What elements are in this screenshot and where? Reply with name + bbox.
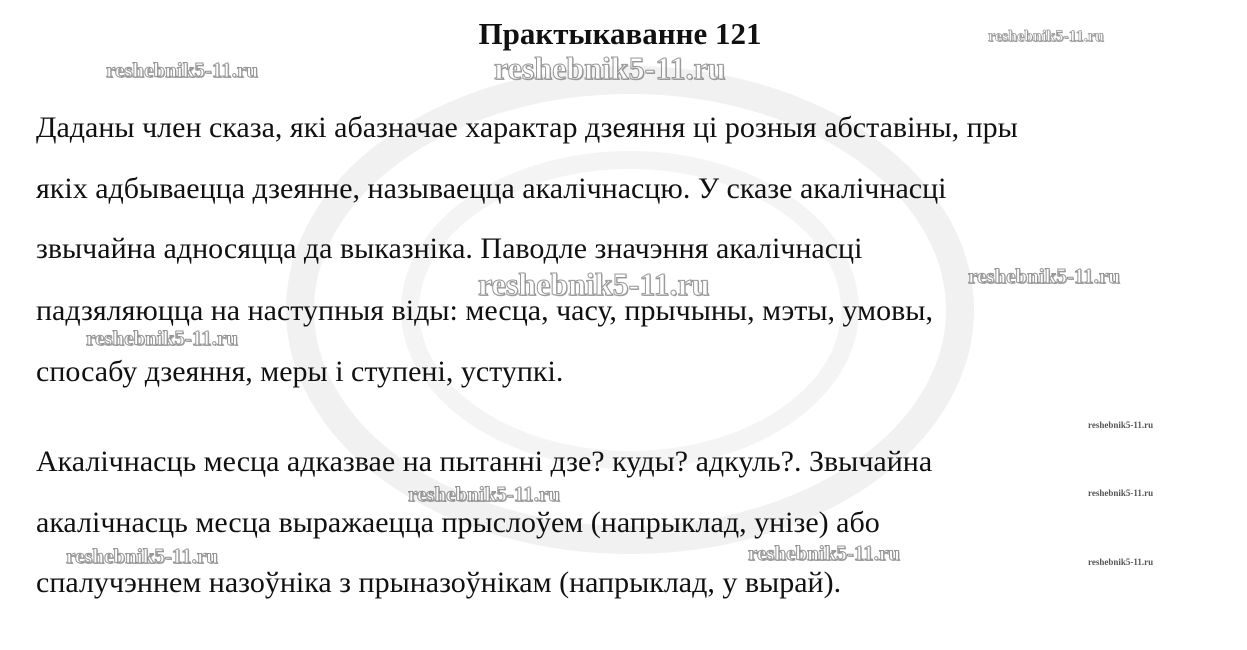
paragraph-1-line-2: якіх адбываецца дзеянне, называецца акалічнасцю. У сказе акалічнасці: [36, 172, 947, 205]
watermark: reshebnik5-11.ru: [1088, 557, 1154, 567]
watermark: reshebnik5-11.ru: [968, 264, 1120, 288]
paragraph-1-line-1: Даданы член сказа, які абазначае характар дзеяння ці розныя абставіны, пры: [36, 111, 1018, 144]
watermark: reshebnik5-11.ru: [408, 482, 560, 506]
watermark: reshebnik5-11.ru: [1088, 420, 1154, 430]
page-title: Практыкаванне 121: [478, 16, 762, 51]
watermark: reshebnik5-11.ru: [106, 58, 258, 82]
watermark: reshebnik5-11.ru: [748, 541, 900, 565]
paragraph-1-line-5: спосабу дзеяння, меры і ступені, уступкі.: [36, 355, 564, 388]
paragraph-2-line-2: акалічнасць месца выражаецца прыслоўем (напрыклад, унізе) або: [36, 506, 880, 539]
watermark: reshebnik5-11.ru: [494, 50, 726, 86]
watermark: reshebnik5-11.ru: [988, 28, 1104, 45]
watermark: reshebnik5-11.ru: [478, 266, 710, 302]
watermark: reshebnik5-11.ru: [1088, 488, 1154, 498]
paragraph-2-line-3: спалучэннем назоўніка з прыназоўнікам (напрыклад, у вырай).: [36, 566, 842, 599]
watermark: reshebnik5-11.ru: [86, 326, 238, 350]
watermark: reshebnik5-11.ru: [66, 544, 218, 568]
paragraph-1-line-3: звычайна адносяцца да выказніка. Паводле значэння акалічнасці: [36, 232, 863, 265]
paragraph-2-line-1: Акалічнасць месца адказвае на пытанні дзе? куды? адкуль?. Звычайна: [36, 445, 933, 478]
paragraph-1-line-4: падзяляюцца на наступныя віды: месца, часу, прычыны, мэты, умовы,: [36, 294, 933, 327]
